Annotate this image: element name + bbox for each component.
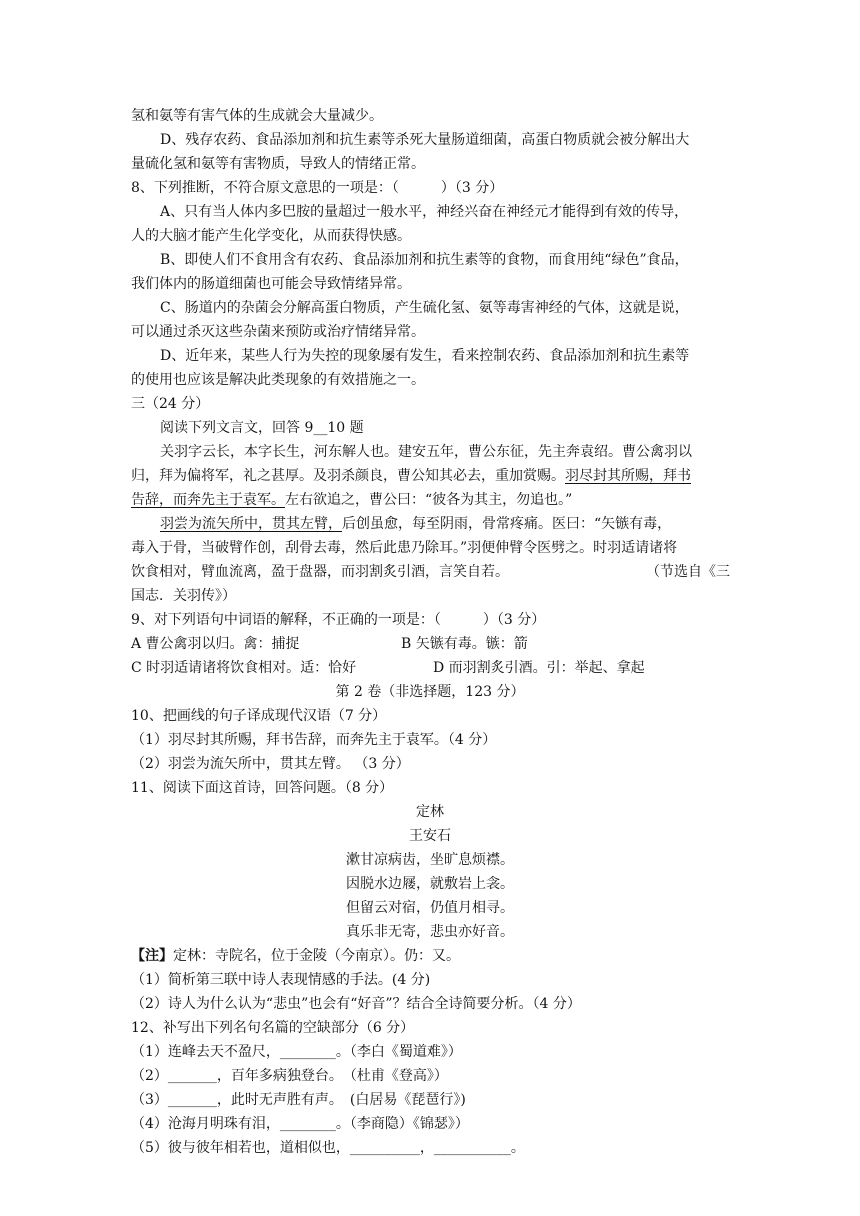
poem-author: 王安石: [409, 828, 451, 844]
question-11-2: （2）诗人为什么认为“悲虫”也会有“好音”？结合全诗简要分析。（4 分）: [131, 996, 581, 1012]
poem-title: 定林: [416, 804, 444, 820]
section-heading: 三（24 分）: [131, 396, 210, 412]
text-line: 量硫化氢和氨等有害物质，导致人的情绪正常。: [131, 156, 425, 172]
question-9: 9、对下列语句中词语的解释，不正确的一项是：（ ）（3 分）: [131, 612, 546, 628]
volume-heading: 第 2 卷（非选择题，123 分）: [335, 684, 525, 700]
passage-source-cont: 国志．关羽传》）: [131, 588, 236, 604]
question-12-4: （4）沧海月明珠有泪，________。（李商隐）《锦瑟》）: [131, 1116, 469, 1132]
question-10: 10、把画线的句子译成现代汉语（7 分）: [131, 708, 387, 724]
option-c-cont: 可以通过杀灭这些杂菌来预防或治疗情绪异常。: [131, 324, 425, 340]
passage-line: 关羽字云长，本字长生，河东解人也。建安五年，曹公东征，先主奔袁绍。曹公禽羽以: [160, 444, 692, 460]
note-text: 定林：寺院名，位于金陵（今南京）。仍：又。: [173, 948, 460, 964]
option-b: B、即使人们不食用含有农药、食品添加剂和抗生素等的食物，而食用纯“绿色”食品，: [160, 252, 689, 268]
reading-instruction: 阅读下列文言文，回答 9__10 题: [160, 420, 364, 436]
question-10-2: （2）羽尝为流矢所中，贯其左臂。 （3 分）: [131, 756, 410, 772]
option-a: A、只有当人体内多巴胺的量超过一般水平，神经兴奋在神经元才能得到有效的传导，: [160, 204, 689, 220]
passage-line: [131, 488, 572, 512]
poem-line: 但留云对宿，仍值月相寻。: [346, 900, 514, 916]
option-b-cont: 我们体内的肠道细菌也可能会导致情绪异常。: [131, 276, 411, 292]
underlined-sentence: 羽尽封其所赐，拜书: [565, 468, 691, 484]
passage-source: （节选自《三: [646, 564, 730, 580]
question-12-5: （5）彼与彼年相若也，道相似也，__________，___________。: [131, 1140, 525, 1156]
question-11: 11、阅读下面这首诗，回答问题。（8 分）: [131, 780, 394, 796]
underlined-sentence: 告辞，而奔先主于袁军。: [131, 492, 285, 508]
option-d: D、近年来，某些人行为失控的现象屡有发生，看来控制农药、食品添加剂和抗生素等: [160, 348, 690, 364]
q9-row-1: [131, 632, 731, 656]
passage-text: 饮食相对，臂血流离，盈于盘器，而羽割炙引酒，言笑自若。: [131, 564, 509, 580]
question-12: 12、补写出下列名句名篇的空缺部分（6 分）: [131, 1020, 415, 1036]
question-12-2: （2）_______，百年多病独登台。 （杜甫《登高》）: [131, 1068, 448, 1084]
passage-line: [160, 512, 671, 536]
question-12-3: （3）_______，此时无声胜有声。 (白居易《琵琶行》): [131, 1092, 466, 1108]
question-8: 8、下列推断，不符合原文意思的一项是：（ ）（3 分）: [131, 180, 504, 196]
q9-option-b: B 矢镞有毒。镞：箭: [401, 636, 528, 652]
question-11-1: （1）简析第三联中诗人表现情感的手法。(4 分): [131, 972, 431, 988]
q9-row-2: [131, 656, 731, 680]
text-line: D、残存农药、食品添加剂和抗生素等杀死大量肠道细菌，高蛋白物质就会被分解出大: [160, 132, 690, 148]
passage-line: [131, 464, 691, 488]
passage-line: 毒入于骨，当破臂作创，刮骨去毒，然后此患乃除耳。”羽便伸臂令医劈之。时羽适请诸将: [131, 540, 678, 556]
question-10-1: （1）羽尽封其所赐，拜书告辞，而奔先主于袁军。（4 分）: [131, 732, 497, 748]
passage-text: 后创虽愈，每至阴雨，骨常疼痛。医曰：“矢镞有毒，: [342, 516, 672, 532]
q9-option-d: D 而羽割炙引酒。引：举起、拿起: [433, 660, 645, 676]
underlined-sentence: 羽尝为流矢所中，贯其左臂，: [160, 516, 342, 532]
option-a-cont: 人的大脑才能产生化学变化，从而获得快感。: [131, 228, 411, 244]
note-tag: 【注】: [131, 948, 173, 964]
question-12-1: （1）连峰去天不盈尺，________。（李白《蜀道难》）: [131, 1044, 462, 1060]
option-c: C、肠道内的杂菌会分解高蛋白物质，产生硫化氢、氨等毒害神经的气体，这就是说，: [160, 300, 689, 316]
q9-option-c: C 时羽适请诸将饮食相对。适：恰好: [131, 660, 357, 676]
poem-line: 因脱水边屦，就敷岩上衾。: [346, 876, 514, 892]
text-line: 氢和氨等有害气体的生成就会大量减少。: [131, 108, 383, 124]
poem-note: [131, 944, 460, 968]
option-d-cont: 的使用也应该是解决此类现象的有效措施之一。: [131, 372, 425, 388]
passage-text: 左右欲追之，曹公曰：“彼各为其主，勿追也。”: [285, 492, 573, 508]
poem-line: 真乐非无寄，悲虫亦好音。: [346, 924, 514, 940]
poem-line: 漱甘凉病齿，坐旷息烦襟。: [346, 852, 514, 868]
passage-text: 归，拜为偏将军，礼之甚厚。及羽杀颜良，曹公知其必去，重加赏赐。: [131, 468, 565, 484]
q9-option-a: A 曹公禽羽以归。禽：捕捉: [131, 636, 300, 652]
